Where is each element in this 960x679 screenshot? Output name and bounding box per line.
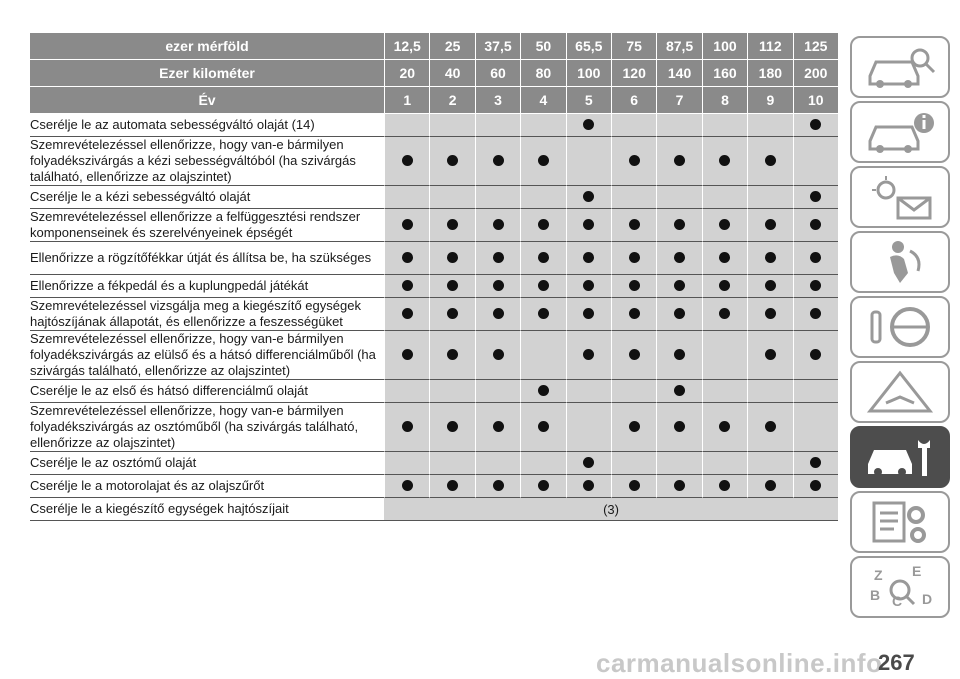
watermark: carmanualsonline.info	[596, 648, 883, 678]
service-dot-icon	[629, 308, 640, 319]
schedule-cell	[566, 475, 611, 498]
service-dot-icon	[810, 457, 821, 468]
service-dot-icon	[810, 280, 821, 291]
schedule-cell	[384, 452, 429, 475]
service-dot-icon	[583, 308, 594, 319]
schedule-cell	[611, 475, 656, 498]
schedule-cell	[702, 137, 747, 186]
schedule-cell	[702, 186, 747, 209]
header-value: 75	[611, 33, 656, 60]
schedule-cell	[656, 403, 701, 452]
car-search-icon	[860, 42, 940, 92]
service-dot-icon	[629, 480, 640, 491]
header-value: 5	[566, 87, 611, 114]
header-value: 160	[702, 60, 747, 87]
schedule-cell	[611, 380, 656, 403]
service-dot-icon	[765, 308, 776, 319]
schedule-cell	[793, 475, 838, 498]
schedule-cell	[475, 403, 520, 452]
header-value: 37,5	[475, 33, 520, 60]
sidebar-tab-light-message[interactable]	[850, 166, 950, 228]
service-dot-icon	[583, 219, 594, 230]
table-row	[30, 114, 838, 137]
schedule-cell	[566, 209, 611, 242]
maintenance-schedule-table	[30, 33, 838, 521]
sidebar-tab-list-gear[interactable]	[850, 491, 950, 553]
service-dot-icon	[493, 280, 504, 291]
header-value: 10	[793, 87, 838, 114]
schedule-cell	[793, 114, 838, 137]
schedule-cell	[520, 298, 565, 331]
light-message-icon	[860, 172, 940, 222]
car-info-icon	[860, 107, 940, 157]
task-note: (3)	[384, 498, 838, 521]
schedule-cell	[520, 331, 565, 380]
schedule-cell	[747, 137, 792, 186]
index-letters-icon	[860, 562, 940, 612]
schedule-cell	[702, 380, 747, 403]
schedule-cell	[429, 186, 474, 209]
service-dot-icon	[765, 480, 776, 491]
header-value: 1	[384, 87, 429, 114]
schedule-cell	[520, 475, 565, 498]
service-dot-icon	[810, 308, 821, 319]
schedule-cell	[566, 380, 611, 403]
task-description: Szemrevételezéssel ellenőrizze, hogy van-e bármilyen folyadékszivárgás a kézi sebességváltóból (ha szivárgás található, ellenőrizze az olajszintet)	[30, 137, 384, 186]
schedule-cell	[566, 331, 611, 380]
header-value: 6	[611, 87, 656, 114]
schedule-cell	[747, 298, 792, 331]
schedule-cell	[475, 275, 520, 298]
schedule-cell	[384, 209, 429, 242]
schedule-cell	[747, 380, 792, 403]
header-miles-row	[30, 33, 838, 60]
task-description: Szemrevételezéssel ellenőrizze a felfüggesztési rendszer komponenseinek és szerelvényeinek épségét	[30, 209, 384, 242]
schedule-cell	[475, 186, 520, 209]
schedule-cell	[747, 331, 792, 380]
task-description: Cserélje le a kézi sebességváltó olaját	[30, 186, 384, 209]
schedule-cell	[566, 403, 611, 452]
schedule-cell	[611, 114, 656, 137]
service-dot-icon	[810, 480, 821, 491]
schedule-cell	[384, 475, 429, 498]
service-dot-icon	[674, 252, 685, 263]
task-description: Szemrevételezéssel vizsgálja meg a kiegészítő egységek hajtószíjának állapotát, és ellenőrizze a feszességüket	[30, 298, 384, 331]
schedule-cell	[475, 380, 520, 403]
table-row	[30, 331, 838, 380]
table-row	[30, 452, 838, 475]
schedule-cell	[611, 186, 656, 209]
table-row	[30, 242, 838, 275]
index-letter: C	[892, 593, 903, 609]
service-dot-icon	[493, 480, 504, 491]
index-letter: Z	[874, 567, 883, 583]
service-dot-icon	[719, 219, 730, 230]
header-value: 200	[793, 60, 838, 87]
header-value: 80	[520, 60, 565, 87]
service-dot-icon	[538, 308, 549, 319]
schedule-cell	[384, 380, 429, 403]
schedule-cell	[520, 403, 565, 452]
schedule-cell	[702, 114, 747, 137]
service-dot-icon	[402, 421, 413, 432]
car-wrench-icon	[860, 432, 940, 482]
service-dot-icon	[765, 280, 776, 291]
schedule-cell	[702, 475, 747, 498]
service-dot-icon	[674, 155, 685, 166]
schedule-cell	[520, 209, 565, 242]
schedule-cell	[566, 452, 611, 475]
schedule-cell	[475, 114, 520, 137]
schedule-cell	[656, 452, 701, 475]
header-value: 12,5	[384, 33, 429, 60]
schedule-cell	[747, 452, 792, 475]
service-dot-icon	[402, 280, 413, 291]
service-dot-icon	[765, 155, 776, 166]
schedule-cell	[475, 475, 520, 498]
header-label: Ezer kilométer	[30, 60, 384, 87]
schedule-cell	[384, 275, 429, 298]
index-letter: D	[922, 591, 933, 607]
schedule-cell	[702, 275, 747, 298]
schedule-cell	[793, 452, 838, 475]
service-dot-icon	[493, 308, 504, 319]
schedule-cell	[793, 380, 838, 403]
schedule-cell	[747, 475, 792, 498]
schedule-cell	[520, 380, 565, 403]
page-number: 267	[878, 650, 915, 675]
schedule-cell	[429, 114, 474, 137]
table-row	[30, 475, 838, 498]
header-value: 125	[793, 33, 838, 60]
service-dot-icon	[402, 349, 413, 360]
header-value: 65,5	[566, 33, 611, 60]
service-dot-icon	[538, 280, 549, 291]
schedule-cell	[656, 331, 701, 380]
task-description: Ellenőrizze a fékpedál és a kuplungpedál játékát	[30, 275, 384, 298]
service-dot-icon	[674, 349, 685, 360]
schedule-cell	[793, 331, 838, 380]
schedule-cell	[384, 114, 429, 137]
schedule-cell	[429, 242, 474, 275]
service-dot-icon	[629, 155, 640, 166]
schedule-cell	[656, 475, 701, 498]
service-dot-icon	[810, 219, 821, 230]
schedule-cell	[384, 403, 429, 452]
schedule-cell	[656, 209, 701, 242]
schedule-cell	[611, 331, 656, 380]
schedule-cell	[520, 242, 565, 275]
schedule-cell	[384, 331, 429, 380]
sidebar-tab-airbag-person[interactable]	[850, 231, 950, 293]
header-value: 40	[429, 60, 474, 87]
schedule-cell	[520, 275, 565, 298]
service-dot-icon	[629, 219, 640, 230]
service-dot-icon	[493, 155, 504, 166]
service-dot-icon	[629, 349, 640, 360]
service-dot-icon	[538, 155, 549, 166]
schedule-cell	[656, 137, 701, 186]
schedule-cell	[475, 298, 520, 331]
service-dot-icon	[447, 219, 458, 230]
schedule-cell	[566, 298, 611, 331]
service-dot-icon	[583, 349, 594, 360]
sidebar-tab-index-letters[interactable]	[850, 556, 950, 618]
service-dot-icon	[402, 155, 413, 166]
task-description: Szemrevételezéssel ellenőrizze, hogy van-e bármilyen folyadékszivárgás az osztóműből (ha szivárgás található, ellenőrizze az olajszintet)	[30, 403, 384, 452]
header-km-row	[30, 60, 838, 87]
header-value: 25	[429, 33, 474, 60]
header-value: 7	[656, 87, 701, 114]
schedule-cell	[793, 403, 838, 452]
schedule-cell	[384, 242, 429, 275]
schedule-cell	[520, 114, 565, 137]
schedule-cell	[747, 275, 792, 298]
schedule-cell	[475, 331, 520, 380]
service-dot-icon	[719, 155, 730, 166]
schedule-cell	[702, 298, 747, 331]
service-dot-icon	[674, 385, 685, 396]
schedule-cell	[793, 275, 838, 298]
schedule-cell	[520, 137, 565, 186]
service-dot-icon	[583, 252, 594, 263]
service-dot-icon	[765, 421, 776, 432]
schedule-cell	[656, 380, 701, 403]
service-dot-icon	[674, 421, 685, 432]
service-dot-icon	[674, 219, 685, 230]
service-dot-icon	[810, 119, 821, 130]
table-row	[30, 209, 838, 242]
schedule-cell	[656, 298, 701, 331]
schedule-cell	[747, 114, 792, 137]
schedule-cell	[793, 186, 838, 209]
header-value: 50	[520, 33, 565, 60]
schedule-cell	[793, 242, 838, 275]
schedule-cell	[656, 186, 701, 209]
header-value: 4	[520, 87, 565, 114]
header-year-row	[30, 87, 838, 114]
table-row	[30, 137, 838, 186]
schedule-cell	[793, 137, 838, 186]
service-dot-icon	[402, 308, 413, 319]
header-value: 8	[702, 87, 747, 114]
service-dot-icon	[810, 349, 821, 360]
service-dot-icon	[583, 457, 594, 468]
sidebar-tab-car-wrench[interactable]	[850, 426, 950, 488]
warning-triangle-icon	[860, 367, 940, 417]
service-dot-icon	[493, 252, 504, 263]
schedule-cell	[747, 209, 792, 242]
service-dot-icon	[629, 280, 640, 291]
service-dot-icon	[402, 219, 413, 230]
schedule-cell	[566, 114, 611, 137]
schedule-cell	[429, 475, 474, 498]
service-dot-icon	[810, 191, 821, 202]
service-dot-icon	[447, 252, 458, 263]
schedule-cell	[566, 242, 611, 275]
schedule-cell	[384, 298, 429, 331]
service-dot-icon	[538, 385, 549, 396]
schedule-cell	[702, 452, 747, 475]
schedule-cell	[611, 298, 656, 331]
service-dot-icon	[447, 280, 458, 291]
service-dot-icon	[447, 155, 458, 166]
service-dot-icon	[402, 252, 413, 263]
service-dot-icon	[629, 252, 640, 263]
schedule-cell	[793, 209, 838, 242]
service-dot-icon	[719, 421, 730, 432]
schedule-cell	[611, 452, 656, 475]
list-gear-icon	[860, 497, 940, 547]
schedule-cell	[475, 209, 520, 242]
service-dot-icon	[493, 219, 504, 230]
task-description: Cserélje le a kiegészítő egységek hajtószíjait	[30, 498, 384, 521]
header-value: 100	[566, 60, 611, 87]
schedule-cell	[429, 298, 474, 331]
task-description: Cserélje le az automata sebességváltó olaját (14)	[30, 114, 384, 137]
header-label: Év	[30, 87, 384, 114]
service-dot-icon	[583, 280, 594, 291]
schedule-cell	[520, 186, 565, 209]
header-value: 2	[429, 87, 474, 114]
steering-key-icon	[860, 302, 940, 352]
header-value: 112	[747, 33, 792, 60]
service-dot-icon	[402, 480, 413, 491]
service-dot-icon	[810, 252, 821, 263]
schedule-cell	[747, 242, 792, 275]
schedule-cell	[566, 137, 611, 186]
schedule-cell	[611, 242, 656, 275]
table-row	[30, 186, 838, 209]
service-dot-icon	[674, 480, 685, 491]
service-dot-icon	[765, 252, 776, 263]
service-dot-icon	[538, 252, 549, 263]
schedule-cell	[702, 242, 747, 275]
schedule-cell	[566, 275, 611, 298]
service-dot-icon	[538, 480, 549, 491]
table-row	[30, 403, 838, 452]
schedule-cell	[429, 209, 474, 242]
header-value: 100	[702, 33, 747, 60]
sidebar-tab-warning-triangle[interactable]	[850, 361, 950, 423]
service-dot-icon	[765, 219, 776, 230]
service-dot-icon	[719, 252, 730, 263]
header-value: 60	[475, 60, 520, 87]
sidebar-tab-steering-key[interactable]	[850, 296, 950, 358]
schedule-cell	[702, 331, 747, 380]
schedule-cell	[656, 242, 701, 275]
service-dot-icon	[719, 280, 730, 291]
header-label: ezer mérföld	[30, 33, 384, 60]
section-sidebar	[850, 36, 954, 621]
header-value: 120	[611, 60, 656, 87]
schedule-cell	[384, 137, 429, 186]
service-dot-icon	[719, 308, 730, 319]
service-dot-icon	[719, 480, 730, 491]
schedule-cell	[475, 452, 520, 475]
schedule-cell	[656, 275, 701, 298]
service-dot-icon	[447, 349, 458, 360]
schedule-cell	[429, 380, 474, 403]
header-value: 87,5	[656, 33, 701, 60]
header-value: 140	[656, 60, 701, 87]
service-dot-icon	[674, 280, 685, 291]
schedule-cell	[611, 137, 656, 186]
schedule-cell	[611, 275, 656, 298]
index-letter: E	[912, 563, 922, 579]
service-dot-icon	[629, 421, 640, 432]
airbag-person-icon	[860, 237, 940, 287]
service-dot-icon	[447, 480, 458, 491]
header-value: 180	[747, 60, 792, 87]
schedule-cell	[611, 403, 656, 452]
sidebar-tab-car-info[interactable]	[850, 101, 950, 163]
service-dot-icon	[447, 308, 458, 319]
service-dot-icon	[583, 480, 594, 491]
schedule-cell	[429, 331, 474, 380]
schedule-cell	[656, 114, 701, 137]
schedule-cell	[793, 298, 838, 331]
service-dot-icon	[765, 349, 776, 360]
schedule-cell	[429, 452, 474, 475]
schedule-cell	[475, 242, 520, 275]
header-value: 9	[747, 87, 792, 114]
task-description: Cserélje le a motorolajat és az olajszűrőt	[30, 475, 384, 498]
header-value: 20	[384, 60, 429, 87]
schedule-cell	[702, 403, 747, 452]
table-row	[30, 380, 838, 403]
index-letter: B	[870, 587, 881, 603]
schedule-cell	[747, 186, 792, 209]
service-dot-icon	[493, 349, 504, 360]
task-description: Cserélje le az osztómű olaját	[30, 452, 384, 475]
schedule-cell	[429, 137, 474, 186]
task-description: Cserélje le az első és hátsó differenciálmű olaját	[30, 380, 384, 403]
service-dot-icon	[538, 421, 549, 432]
schedule-cell	[702, 209, 747, 242]
table-row	[30, 275, 838, 298]
schedule-cell	[747, 403, 792, 452]
service-dot-icon	[674, 308, 685, 319]
schedule-cell	[384, 186, 429, 209]
service-dot-icon	[583, 119, 594, 130]
schedule-cell	[611, 209, 656, 242]
schedule-cell	[520, 452, 565, 475]
schedule-cell	[429, 275, 474, 298]
sidebar-tab-car-search[interactable]	[850, 36, 950, 98]
task-description: Szemrevételezéssel ellenőrizze, hogy van-e bármilyen folyadékszivárgás az elülső és a hátsó differenciálműből (ha szivárgás található, ellenőrizze az olajszintet)	[30, 331, 384, 380]
service-dot-icon	[583, 191, 594, 202]
header-value: 3	[475, 87, 520, 114]
table-row	[30, 298, 838, 331]
service-dot-icon	[493, 421, 504, 432]
schedule-cell	[566, 186, 611, 209]
table-row	[30, 498, 838, 521]
service-dot-icon	[447, 421, 458, 432]
schedule-cell	[429, 403, 474, 452]
task-description: Ellenőrizze a rögzítőfékkar útját és állítsa be, ha szükséges	[30, 242, 384, 275]
service-dot-icon	[538, 219, 549, 230]
schedule-cell	[475, 137, 520, 186]
